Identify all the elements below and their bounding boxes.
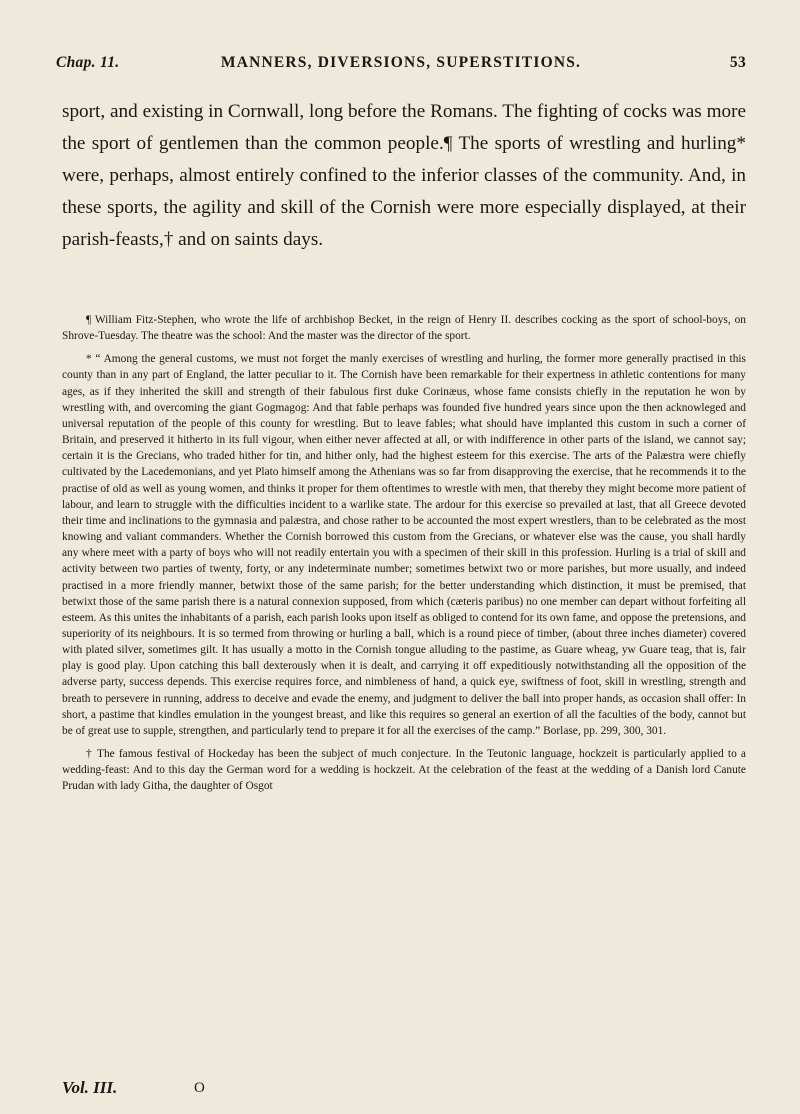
running-header (56, 54, 746, 80)
page-footer (62, 1078, 752, 1104)
footnotes (62, 312, 746, 802)
chapter-label: Chap. 11. (56, 54, 120, 71)
page-number: 53 (729, 54, 746, 71)
footnote-asterisk-hurling: * “ Among the general customs, we must not forget the manly exercises of wrestling and hurling, the former more generally practised in this county than in any part of England, the latter peculiar to it. The Cornish have been remarkable for their expertness in athletic contentions for many ages, as if they inherited the skill and strength of their fabulous first duke Corinæus, whose fame consists chiefly in the reputation he won by wrestling with, and overcoming the giant Gogmagog: And that fable perhaps was founded five hundred years since upon the then acknowleged and universal reputation of the people of this county for wrestling. But to leave fables; what should have implanted this custom in such a corner of Britain, and preserved it hitherto in its full vigour, when either never affected at all, or with indifference in other parts of the island, we cannot say; certain it is the Grecians, who traded hither for tin, and hither only, had the highest esteem for this exercise. The arts of the Palæstra were chiefly cultivated by the Lacedemonians, and yet Plato himself among the Athenians was so far from disapproving the exercise, that he recommends it to the practise of old as well as young women, and thinks it proper for them oftentimes to wrestle with men, that thereby they might become more patient of labour, and learn to struggle with the difficulties incident to a warlike state. The ardour for this exercise so prevailed at last, that all Greece devoted their time and inclinations to the gymnasia and palæstra, and chose rather to be accounted the most expert wrestlers, than to be celebrated as the most knowing and valiant commanders. Whether the Cornish borrowed this custom from the Grecians, or whatever else was the cause, you shall hardly any where meet with a party of boys who will not readily entertain you with a specimen of their skill in this profession. Hurling is a trial of skill and activity between two parties of twenty, forty, or any indeterminate number; sometimes betwixt two or more parishes, but more usually, and indeed practised in a more friendly manner, betwixt those of the same parish; for the better understanding which distinction, it must be premised, that betwixt those of the same parish there is a natural connexion supposed, from which (cæteris paribus) no one member can depart without forfeiting all esteem. As this unites the inhabitants of a parish, each parish looks upon itself as obliged to contend for its own fame, and oppose the pretensions, and superiority of its neighbours. It is so termed from throwing or hurling a ball, which is a round piece of timber, (about three inches diameter) covered with plated silver, sometimes gilt. It has usually a motto in the Cornish tongue alluding to the pastime, as Guare wheag, yw Guare teag, that is, fair play is good play. Upon catching this ball dexterously when it is dealt, and carrying it off expeditiously notwithstanding all the opposition of the adverse party, success depends. This exercise requires force, and nimbleness of hand, a quick eye, swiftness of foot, skill in wrestling, strength and breath to persevere in running, address to deceive and evade the enemy, and judgment to deliver the ball into proper hands, as occasion shall offer: In short, a pastime that kindles emulation in the youngest breast, and like this requires so general an exertion of all the faculties of the body, cannot but be of great use to supple, strengthen, and particularly tend to prepare it for all the exercises of the camp.” Borlase, pp. 299, 300, 301. (62, 353, 746, 737)
footnote-dagger-hockeday: † The famous festival of Hockeday has been the subject of much conjecture. In the Teutonic language, hockzeit is particularly applied to a wedding-feast: And to this day the German word for a wedding is hockzeit. At the celebration of the feast at the wedding of a Danish lord Canute Prudan with lady Githa, the daughter of Osgot (62, 748, 746, 793)
volume-label: Vol. III. (62, 1078, 118, 1097)
footnote-paragraph-cocking: ¶ William Fitz-Stephen, who wrote the life of archbishop Becket, in the reign of Henry II. describes cocking as the sport of school-boys, on Shrove-Tuesday. The theatre was the school: And the master was the director of the sport. (62, 314, 746, 343)
signature-mark: O (194, 1080, 205, 1096)
main-paragraph: sport, and existing in Cornwall, long before the Romans. The fighting of cocks was more the sport of gentlemen than the common people.¶ The sports of wrestling and hurling* were, perhaps, almost entirely confined to the inferior classes of the community. And, in these sports, the agility and skill of the Cornish were more especially displayed, at their parish-feasts,† and on saints days. (62, 101, 746, 250)
running-title: MANNERS, DIVERSIONS, SUPERSTITIONS. (220, 54, 582, 71)
